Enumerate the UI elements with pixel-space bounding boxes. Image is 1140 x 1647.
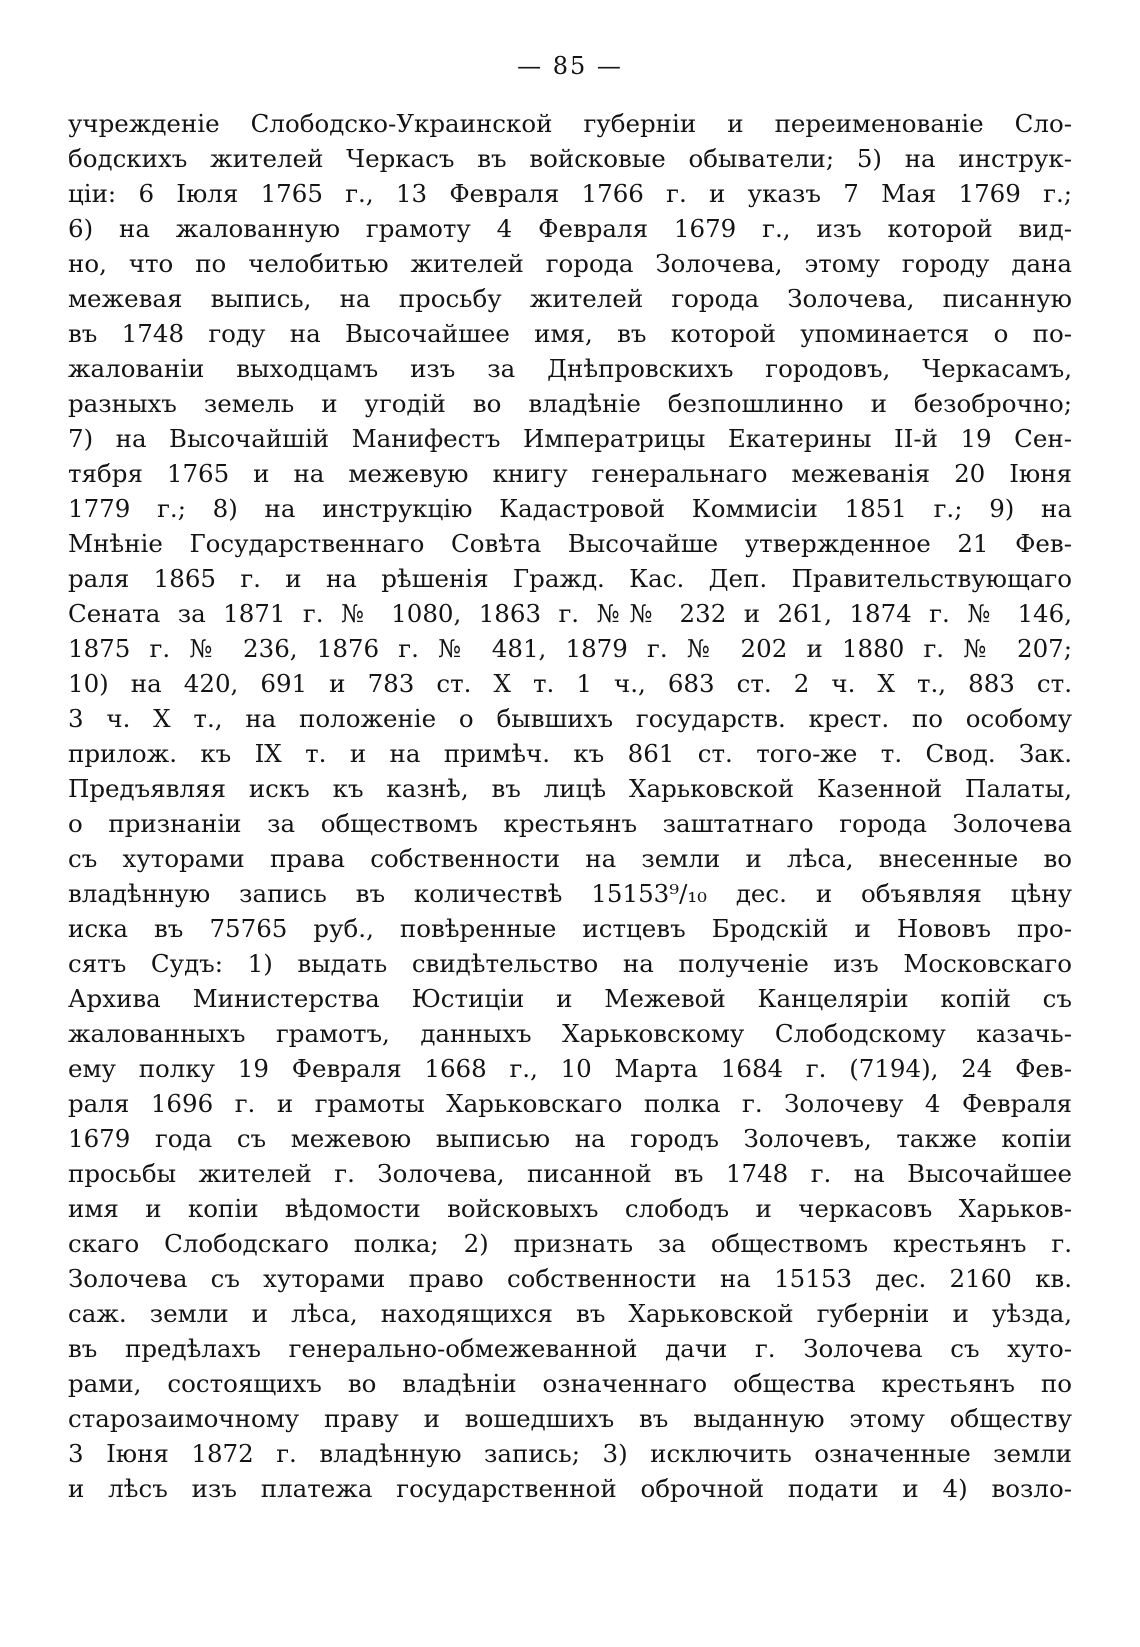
text-line: съ хуторами права собственности на земли и лѣса, внесенные во	[68, 844, 1072, 873]
text-line: въ 1748 году на Высочайшее имя, въ которой упоминается о по-	[68, 319, 1072, 348]
text-line: рами, состоящихъ во владѣніи означеннаго общества крестьянъ по	[68, 1369, 1072, 1398]
text-line: 6) на жалованную грамоту 4 Февраля 1679 г., изъ которой вид-	[68, 214, 1072, 243]
text-line: имя и копіи вѣдомости войсковыхъ слободъ и черкасовъ Харьков-	[68, 1194, 1072, 1223]
page-number: — 85 —	[517, 52, 623, 80]
text-line: ему полку 19 Февраля 1668 г., 10 Марта 1684 г. (7194), 24 Фев-	[68, 1054, 1072, 1083]
text-line: учрежденіе Слободско-Украинской губерніи и переименованіе Сло-	[68, 109, 1072, 138]
text-line: бодскихъ жителей Черкасъ въ войсковые обыватели; 5) на инструк-	[68, 144, 1072, 173]
text-line: 3 Іюня 1872 г. владѣнную запись; 3) исключить означенные земли	[68, 1439, 1072, 1468]
text-line: сятъ Судъ: 1) выдать свидѣтельство на полученіе изъ Московскаго	[68, 949, 1072, 978]
text-line: 1679 года съ межевою выписью на городъ Золочевъ, также копіи	[68, 1124, 1072, 1153]
text-line: жалованіи выходцамъ изъ за Днѣпровскихъ городовъ, Черкасамъ,	[68, 354, 1072, 383]
text-line: ціи: 6 Іюля 1765 г., 13 Февраля 1766 г. и указъ 7 Мая 1769 г.;	[68, 179, 1072, 208]
text-line: раля 1696 г. и грамоты Харьковскаго полка г. Золочеву 4 Февраля	[68, 1089, 1072, 1118]
text-line: Мнѣніе Государственнаго Совѣта Высочайше утвержденное 21 Фев-	[68, 529, 1072, 558]
text-line: тября 1765 и на межевую книгу генеральнаго межеванія 20 Іюня	[68, 459, 1072, 488]
text-line: Сената за 1871 г. № 1080, 1863 г. №№ 232 и 261, 1874 г. № 146,	[68, 599, 1072, 628]
text-line: Предъявляя искъ къ казнѣ, въ лицѣ Харьковской Казенной Палаты,	[68, 774, 1072, 803]
text-line: Архива Министерства Юстиціи и Межевой Канцеляріи копій съ	[68, 984, 1072, 1013]
text-line: скаго Слободскаго полка; 2) признать за обществомъ крестьянъ г.	[68, 1229, 1072, 1258]
text-line: просьбы жителей г. Золочева, писанной въ 1748 г. на Высочайшее	[68, 1159, 1072, 1188]
text-line: жалованныхъ грамотъ, данныхъ Харьковскому Слободскому казачь-	[68, 1019, 1072, 1048]
text-line: 10) на 420, 691 и 783 ст. X т. 1 ч., 683 ст. 2 ч. X т., 883 ст.	[68, 669, 1072, 698]
text-line: иска въ 75765 руб., повѣренные истцевъ Бродскій и Нововъ про-	[68, 914, 1072, 943]
text-line: въ предѣлахъ генерально-обмежеванной дачи г. Золочева съ хуто-	[68, 1334, 1072, 1363]
text-line: о признаніи за обществомъ крестьянъ заштатнаго города Золочева	[68, 809, 1072, 838]
text-line: старозаимочному праву и вошедшихъ въ выданную этому обществу	[68, 1404, 1072, 1433]
text-line: раля 1865 г. и на рѣшенія Гражд. Кас. Деп. Правительствующаго	[68, 564, 1072, 593]
text-line: саж. земли и лѣса, находящихся въ Харьковской губерніи и уѣзда,	[68, 1299, 1072, 1328]
text-line: 7) на Высочайшій Манифестъ Императрицы Екатерины II-й 19 Сен-	[68, 424, 1072, 453]
text-line: 1875 г. № 236, 1876 г. № 481, 1879 г. № 202 и 1880 г. № 207;	[68, 634, 1072, 663]
text-line: межевая выпись, на просьбу жителей города Золочева, писанную	[68, 284, 1072, 313]
text-line: 1779 г.; 8) на инструкцію Кадастровой Коммисіи 1851 г.; 9) на	[68, 494, 1072, 523]
body-text	[68, 106, 1072, 1506]
text-line: разныхъ земель и угодій во владѣніе безпошлинно и безоброчно;	[68, 389, 1072, 418]
text-line: 3 ч. X т., на положеніе о бывшихъ государств. крест. по особому	[68, 704, 1072, 733]
text-line: Золочева съ хуторами право собственности на 15153 дес. 2160 кв.	[68, 1264, 1072, 1293]
text-line: но, что по челобитью жителей города Золочева, этому городу дана	[68, 249, 1072, 278]
text-line: и лѣсъ изъ платежа государственной оброчной подати и 4) возло-	[68, 1474, 1072, 1503]
text-line: владѣнную запись въ количествѣ 15153⁹/₁₀ дес. и объявляя цѣну	[68, 879, 1072, 908]
text-line: прилож. къ IX т. и на примѣч. къ 861 ст. того-же т. Свод. Зак.	[68, 739, 1072, 768]
